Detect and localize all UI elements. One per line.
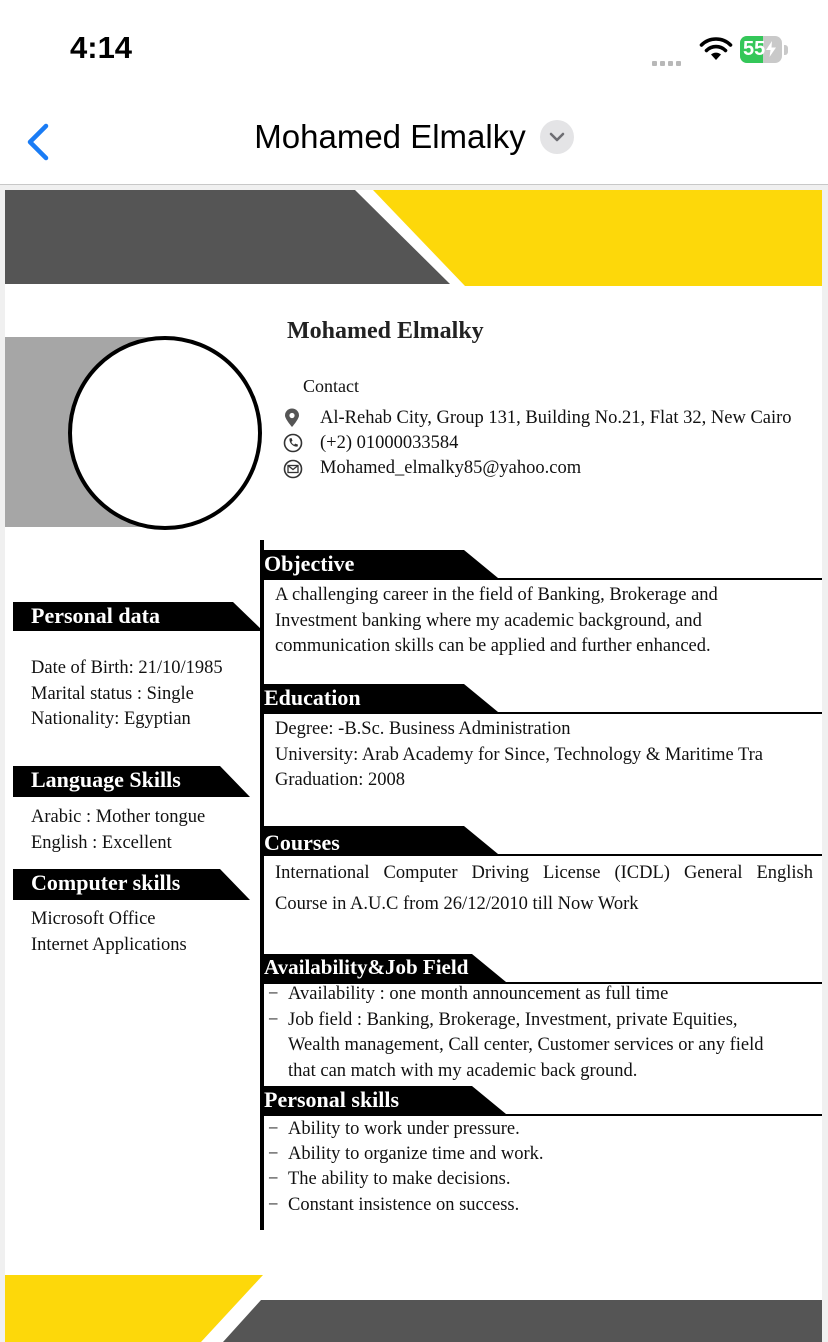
availability-bullet-2-line-3: that can match with my academic back ground. <box>288 1061 638 1081</box>
contact-email: Mohamed_elmalky85@yahoo.com <box>320 458 582 478</box>
computer-skills-header <box>13 869 250 898</box>
language-skills-heading: Language Skills <box>31 767 181 792</box>
objective-line-2: Investment banking where my academic background, and <box>275 611 702 631</box>
contact-heading: Contact <box>303 376 359 396</box>
cv-name: Mohamed Elmalky <box>287 318 484 344</box>
battery-charging-icon <box>740 36 790 64</box>
cv-page <box>5 190 822 1342</box>
personal-skill-item: − Ability to organize time and work. <box>268 1144 544 1164</box>
personal-skills-heading: Personal skills <box>264 1087 400 1112</box>
course-word: Driving <box>471 863 530 883</box>
availability-bullet-2: − Job field : Banking, Brokerage, Investment, private Equities, <box>268 1010 738 1030</box>
personal-skills-header <box>262 1086 822 1115</box>
computer-skill-internet: Internet Applications <box>31 935 187 955</box>
personal-skill-item: − The ability to make decisions. <box>268 1169 511 1189</box>
language-arabic: Arabic : Mother tongue <box>31 807 206 827</box>
document-title-menu[interactable] <box>0 118 828 156</box>
phone-icon <box>283 433 303 453</box>
language-english: English : Excellent <box>31 833 172 853</box>
header-yellow-band <box>373 190 822 286</box>
photo-frame <box>70 338 260 528</box>
personal-data-heading: Personal data <box>31 603 160 628</box>
education-header <box>262 684 822 713</box>
status-time: 4:14 <box>70 30 133 65</box>
courses-line-1 <box>275 861 813 887</box>
courses-header <box>262 826 822 855</box>
education-graduation: Graduation: 2008 <box>275 770 405 790</box>
header-dark-band <box>5 190 450 284</box>
personal-skill-item: − Constant insistence on success. <box>268 1195 520 1215</box>
courses-heading: Courses <box>264 830 340 855</box>
location-pin-icon <box>282 408 302 428</box>
email-icon <box>283 459 303 479</box>
timeline-line <box>260 540 264 1230</box>
objective-header <box>262 550 822 579</box>
battery-percent: 55 <box>743 38 766 60</box>
personal-nationality: Nationality: Egyptian <box>31 709 191 729</box>
computer-skills-heading: Computer skills <box>31 870 181 895</box>
personal-data-header <box>13 602 263 631</box>
document-title: Mohamed Elmalky <box>254 118 526 155</box>
course-word: International <box>275 863 370 883</box>
computer-skill-office: Microsoft Office <box>31 909 156 929</box>
course-word: English <box>756 863 813 883</box>
chevron-down-icon[interactable] <box>540 120 574 154</box>
personal-marital: Marital status : Single <box>31 684 194 704</box>
objective-heading: Objective <box>264 551 355 576</box>
personal-skill-item: − Ability to work under pressure. <box>268 1119 520 1139</box>
course-word: (ICDL) <box>614 863 670 883</box>
objective-line-3: communication skills can be applied and further enhanced. <box>275 636 711 656</box>
availability-bullet-2-line-2: Wealth management, Call center, Customer services or any field <box>288 1035 764 1055</box>
personal-dob: Date of Birth: 21/10/1985 <box>31 658 223 678</box>
navigation-bar <box>0 100 828 185</box>
availability-bullet-1: − Availability : one month announcement as full time <box>268 984 669 1004</box>
courses-line-2: Course in A.U.C from 26/12/2010 till Now Work <box>275 894 639 914</box>
course-word: General <box>683 863 743 883</box>
footer-yellow-band <box>5 1275 263 1342</box>
education-degree: Degree: -B.Sc. Business Administration <box>275 719 571 739</box>
footer-dark-band <box>223 1300 822 1342</box>
course-word: Computer <box>383 863 458 883</box>
wifi-icon <box>698 36 734 62</box>
education-university: University: Arab Academy for Since, Technology & Maritime Tra <box>275 745 764 765</box>
education-heading: Education <box>264 685 361 710</box>
contact-phone: (+2) 01000033584 <box>320 433 459 453</box>
objective-line-1: A challenging career in the field of Banking, Brokerage and <box>275 585 718 605</box>
course-word: License <box>542 863 601 883</box>
contact-address: Al-Rehab City, Group 131, Building No.21, Flat 32, New Cairo <box>320 408 792 428</box>
availability-header <box>262 954 822 983</box>
availability-heading: Availability&Job Field <box>264 955 469 979</box>
cellular-signal-icon <box>652 53 684 71</box>
status-bar <box>0 0 828 100</box>
language-skills-header <box>13 766 250 795</box>
